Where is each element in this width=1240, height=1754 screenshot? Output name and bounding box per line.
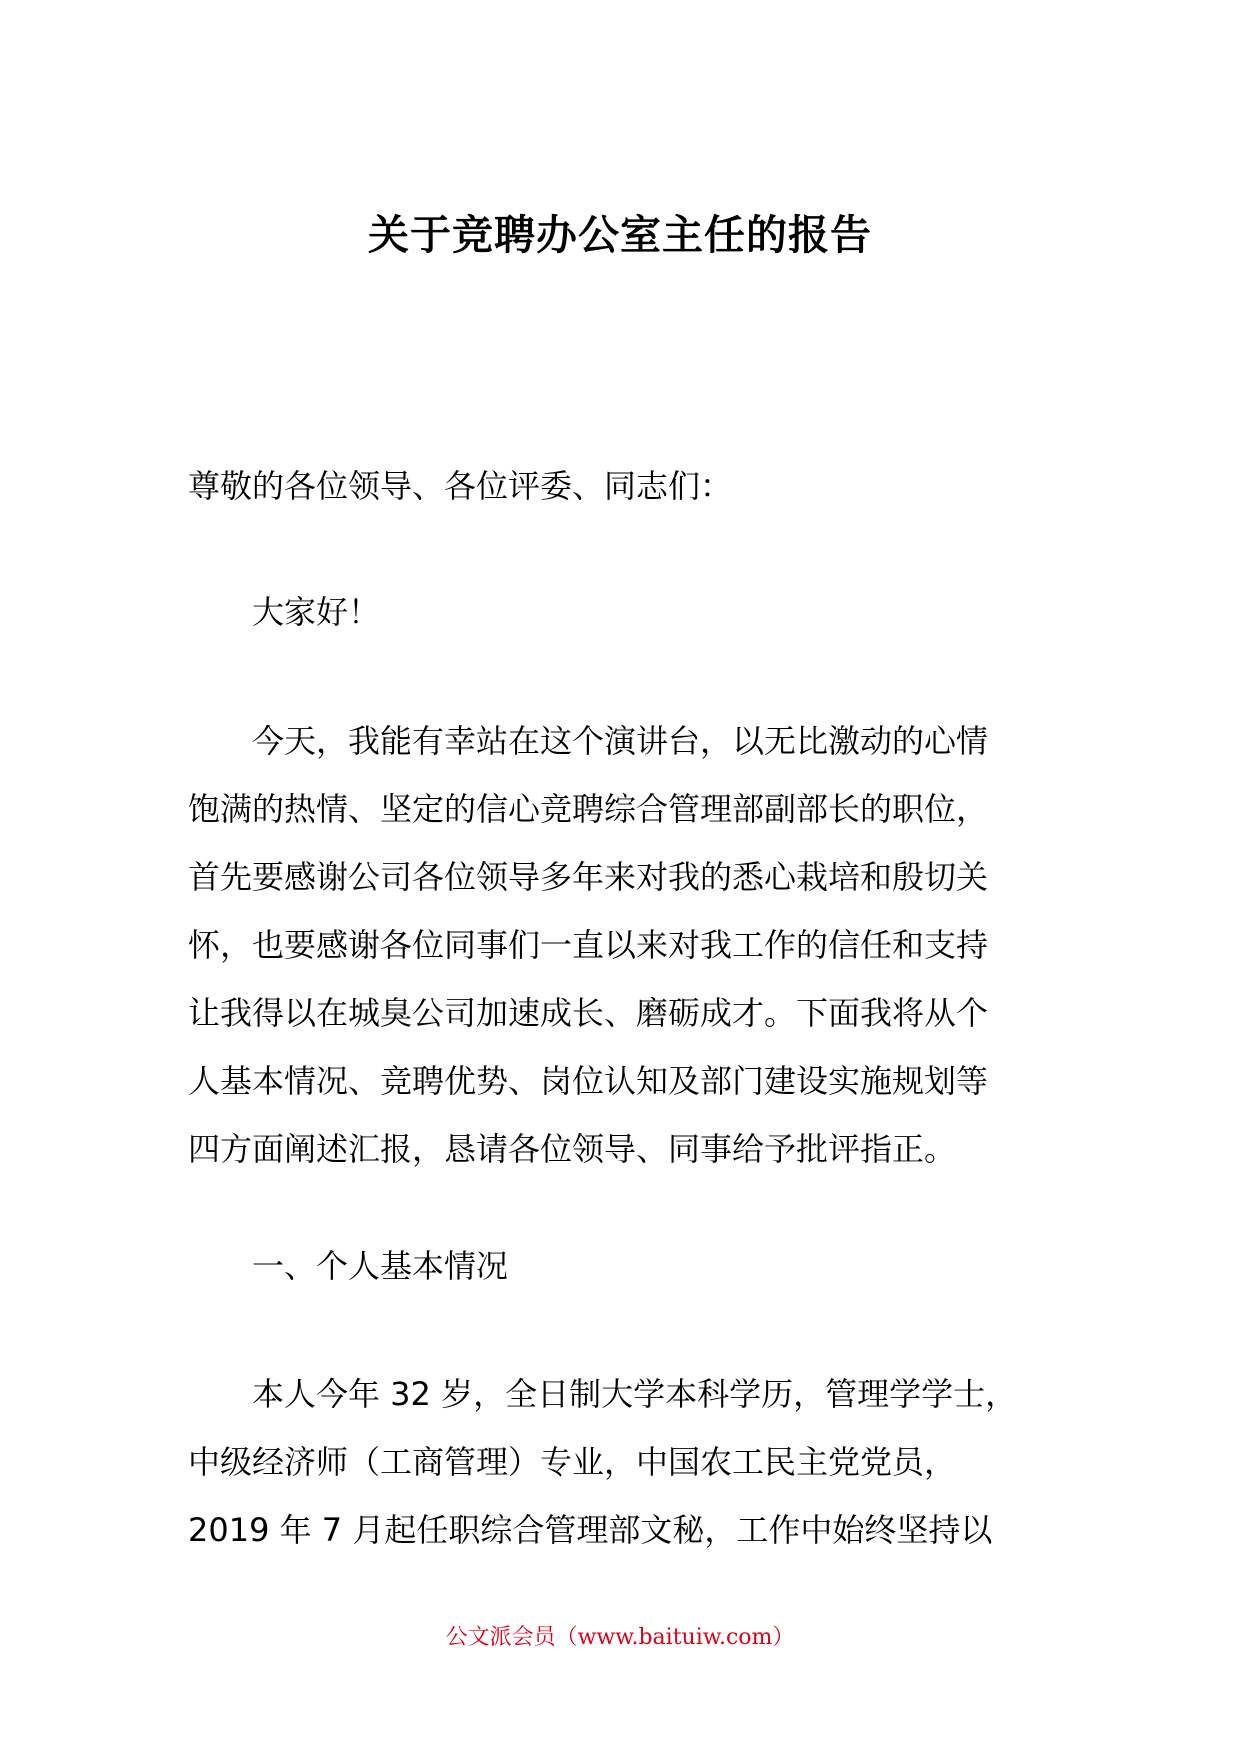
paragraph-line: 怀，也要感谢各位同事们一直以来对我工作的信任和支持 (188, 926, 989, 964)
paragraph-line: 让我得以在城臭公司加速成长、磨砺成才。下面我将从个 (188, 994, 989, 1032)
paragraph-line: 本人今年 32 岁，全日制大学本科学历，管理学学士， (252, 1375, 1018, 1413)
section-heading: 一、个人基本情况 (252, 1247, 509, 1285)
paragraph-line: 人基本情况、竞聘优势、岗位认知及部门建设实施规划等 (188, 1062, 989, 1100)
paragraph-line: 今天，我能有幸站在这个演讲台，以无比激动的心情 (252, 722, 989, 760)
paragraph-line: 饱满的热情、坚定的信心竞聘综合管理部副部长的职位， (188, 790, 989, 828)
paragraph-line: 中级经济师（工商管理）专业，中国农工民主党党员， (188, 1443, 957, 1481)
document-title: 关于竞聘办公室主任的报告 (368, 211, 872, 259)
salutation: 尊敬的各位领导、各位评委、同志们： (188, 467, 733, 505)
greeting: 大家好！ (252, 593, 381, 631)
footer-watermark: 公文派会员（www.baituiw.com） (445, 1625, 795, 1650)
paragraph-line: 四方面阐述汇报，恳请各位领导、同事给予批评指正。 (188, 1130, 957, 1168)
basic-info-paragraph (188, 1360, 1068, 1564)
paragraph-line: 首先要感谢公司各位领导多年来对我的悉心栽培和殷切关 (188, 858, 989, 896)
intro-paragraph (188, 707, 1068, 1183)
paragraph-line: 2019 年 7 月起任职综合管理部文秘，工作中始终坚持以 (188, 1511, 993, 1549)
